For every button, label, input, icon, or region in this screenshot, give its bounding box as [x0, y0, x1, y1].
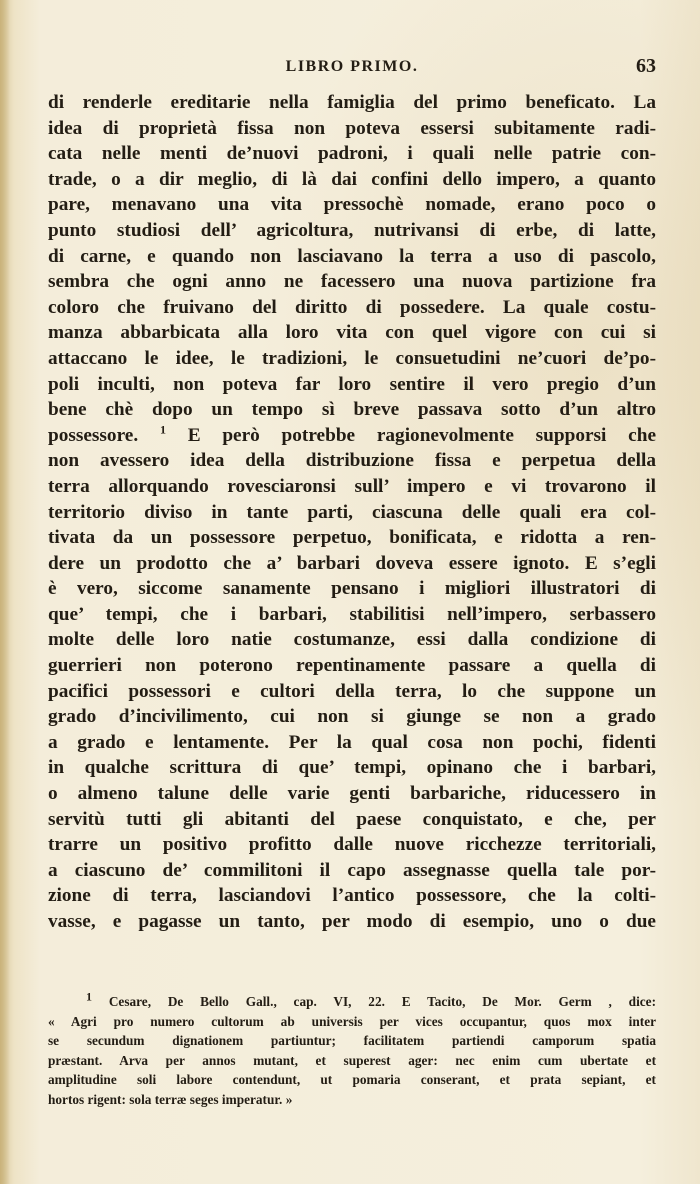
text-line: di carne, e quando non lasciavano la terra a uso di pascolo, [48, 245, 656, 267]
footnote-line: « Agri pro numero cultorum ab universis per vices occupantur, quos mox inter [48, 1013, 656, 1029]
text-line: grado d’incivilimento, cui non si giunge se non a grado [48, 706, 656, 728]
footnote-line: se secundum dignationem partiuntur; facilitatem partiendi camporum spatia [48, 1033, 656, 1049]
text-line: punto studiosi dell’ agricoltura, nutrivansi di erbe, di latte, [48, 219, 656, 241]
footnote-reference[interactable]: 1 [159, 422, 166, 437]
footnote-marker: 1 [86, 992, 92, 1004]
text-line: di renderle ereditarie nella famiglia del primo beneficato. La [48, 92, 656, 113]
text-line: terra allorquando rovesciaronsi sull’ impero e vi trovarono il [48, 475, 656, 497]
text-line: non avessero idea della distribuzione fissa e perpetua della [48, 450, 656, 472]
text-segment: E però potrebbe ragionevolmente supporsi che [187, 424, 656, 446]
footnote-line [48, 992, 656, 1012]
text-segment: possessore. [48, 424, 139, 446]
text-line: molte delle loro natie costumanze, essi dalla condizione di [48, 629, 656, 651]
page-gutter-shadow [0, 0, 10, 1184]
page-number: 63 [636, 55, 656, 77]
text-line: o almeno talune delle varie genti barbariche, riducessero in [48, 783, 656, 805]
text-line: servitù tutti gli abitanti del paese conquistato, e che, per [48, 808, 656, 830]
main-text [48, 90, 656, 935]
text-line: pare, menavano una vita pressochè nomade, erano poco o [48, 194, 656, 216]
footnote-text: Cesare, De Bello Gall., cap. VI, 22. E Tacito, De Mor. Germ , dice: [108, 994, 656, 1009]
running-title: LIBRO PRIMO. [285, 58, 419, 75]
text-line: è vero, siccome sanamente pensano i migliori illustratori di [48, 578, 656, 600]
footnote [48, 992, 656, 1110]
text-line: trarre un positivo profitto dalle nuove ricchezze territoriali, [48, 834, 656, 856]
text-line: que’ tempi, che i barbari, stabilitisi nell’impero, serbassero [48, 603, 656, 625]
text-line: a grado e lentamente. Per la qual cosa non pochi, fidenti [48, 731, 656, 753]
text-line: territorio diviso in tante parti, ciascuna delle quali era col- [48, 501, 656, 523]
text-line: bene chè dopo un tempo sì breve passava sotto d’un altro [48, 399, 656, 421]
text-line: cata nelle menti de’nuovi padroni, i quali nelle patrie con- [48, 143, 656, 165]
text-line: coloro che fruivano del diritto di possedere. La quale costu- [48, 296, 656, 318]
text-line: tivata da un possessore perpetuo, bonificata, e ridotta a ren- [48, 527, 656, 549]
text-line: a ciascuno de’ commilitoni il capo assegnasse quella tale por- [48, 859, 656, 881]
text-line: dere un prodotto che a’ barbari doveva essere ignoto. E s’egli [48, 552, 656, 574]
text-line: poli inculti, non poteva far loro sentire il vero pregio d’un [48, 373, 656, 395]
text-line: zione di terra, lasciandovi l’antico possessore, che la colti- [48, 885, 656, 907]
text-line: trade, o a dir meglio, di là dai confini dello impero, a quanto [48, 168, 656, 190]
footnote-line: præstant. Arva per annos mutant, et superest ager: nec enim cum ubertate et [48, 1052, 656, 1068]
text-line-with-footnote-ref [48, 423, 656, 449]
text-line: manza abbarbicata alla loro vita con quel vigore con cui si [48, 322, 656, 344]
text-line: attaccano le idee, le tradizioni, le consuetudini ne’cuori de’po- [48, 347, 656, 369]
text-line: pacifici possessori e cultori della terra, lo che suppone un [48, 680, 656, 702]
text-line: sembra che ogni anno ne facessero una nuova partizione fra [48, 271, 656, 293]
footnote-line: hortos rigent: sola terræ seges imperatur. » [48, 1091, 293, 1107]
running-head [48, 55, 656, 84]
footnote-line: amplitudine soli labore contendunt, ut pomaria conserant, et prata sepiant, et [48, 1072, 656, 1088]
text-line: vasse, e pagasse un tanto, per modo di esempio, uno o due [48, 911, 656, 932]
text-line: guerrieri non poterono repentinamente passare a quella di [48, 655, 656, 677]
text-line: idea di proprietà fissa non poteva essersi subitamente radi- [48, 117, 656, 139]
text-line: in qualche scrittura di que’ tempi, opinano che i barbari, [48, 757, 656, 779]
